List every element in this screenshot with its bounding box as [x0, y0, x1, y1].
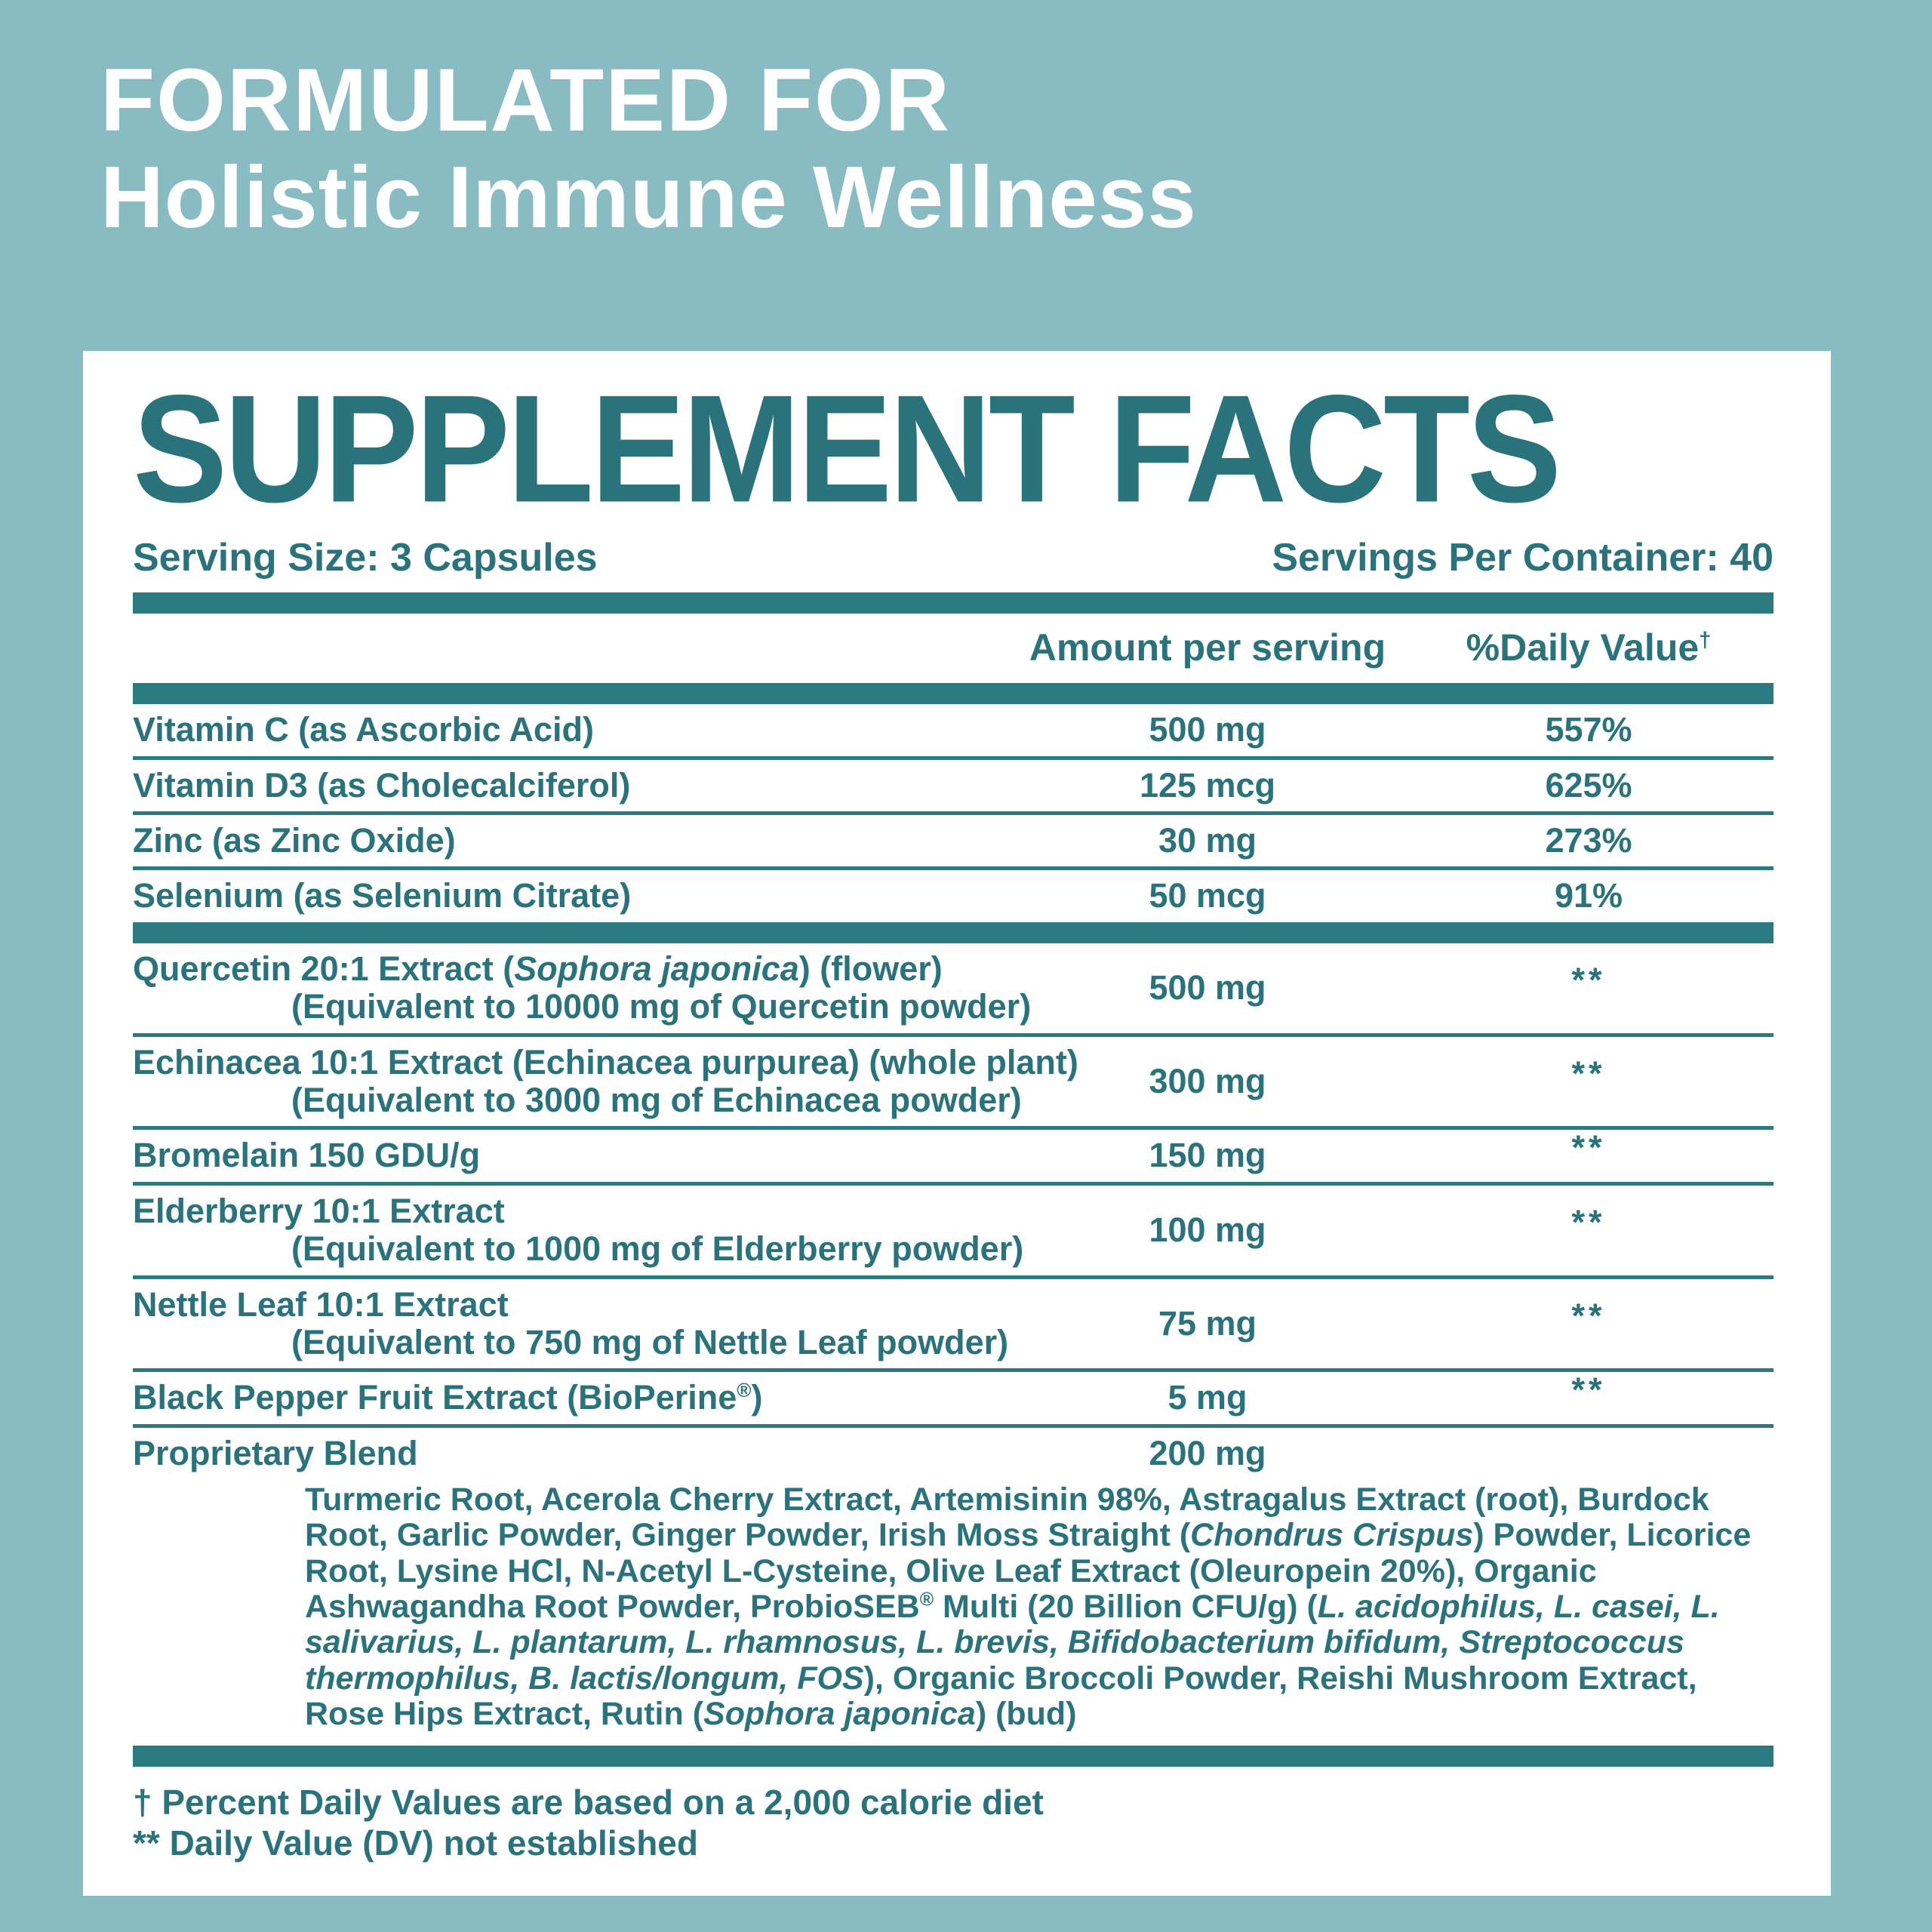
promo-header — [100, 51, 1197, 246]
daily-value: 625% — [1545, 765, 1632, 804]
ingredient-name: Vitamin D3 (as Cholecalciferol) — [133, 765, 631, 804]
table-row — [133, 704, 1774, 755]
table-row — [133, 1186, 1774, 1275]
ingredient-name: Vitamin C (as Ascorbic Acid) — [133, 710, 594, 749]
ingredient-name: Proprietary Blend — [133, 1433, 418, 1472]
dagger-mark: † — [1699, 628, 1712, 653]
column-header-amount: Amount per serving — [1029, 626, 1386, 669]
table-row — [133, 1037, 1774, 1127]
daily-value: ** — [1571, 1054, 1606, 1093]
amount-value: 5 mg — [1168, 1378, 1247, 1417]
footnote-dv-not-established: ** Daily Value (DV) not established — [133, 1823, 698, 1863]
serving-size-label: Serving Size: 3 Capsules — [133, 536, 598, 580]
promo-line-product-benefit: Holistic Immune Wellness — [100, 147, 1197, 246]
ingredient-name: Selenium (as Selenium Citrate) — [133, 876, 632, 915]
ingredient-name: Quercetin 20:1 Extract (Sophora japonica) (flower) (Equivalent to 10000 mg of Quercetin powder) — [133, 949, 1032, 1026]
serving-info-row — [133, 535, 1774, 580]
ingredient-name: Elderberry 10:1 Extract (Equivalent to 1000 mg of Elderberry powder) — [133, 1191, 1024, 1269]
column-header-daily-value: %Daily Value† — [1466, 626, 1712, 669]
ingredient-equivalent: (Equivalent to 750 mg of Nettle Leaf powder) — [291, 1322, 1009, 1361]
divider-bar-top — [133, 592, 1774, 614]
ingredient-equivalent: (Equivalent to 3000 mg of Echinacea powder) — [291, 1080, 1022, 1119]
amount-value: 100 mg — [1149, 1210, 1266, 1249]
amount-value: 300 mg — [1149, 1061, 1266, 1100]
footnotes — [133, 1782, 1774, 1864]
daily-value: 273% — [1545, 821, 1632, 860]
ingredient-name: Black Pepper Fruit Extract (BioPerine®) — [133, 1378, 763, 1417]
amount-value: 75 mg — [1158, 1303, 1257, 1343]
servings-per-container-label: Servings Per Container: 40 — [1272, 536, 1774, 580]
amount-value: 30 mg — [1158, 821, 1257, 860]
facts-rows-botanicals — [133, 943, 1774, 1428]
table-row — [133, 815, 1774, 866]
daily-value: ** — [1571, 1128, 1606, 1168]
amount-value: 50 mcg — [1149, 876, 1266, 915]
ingredient-name: Bromelain 150 GDU/g — [133, 1136, 481, 1175]
supplement-facts-card — [83, 351, 1831, 1896]
divider-bar-header — [133, 683, 1774, 704]
table-row — [133, 870, 1774, 921]
table-row — [133, 1372, 1774, 1423]
blend-description: Turmeric Root, Acerola Cherry Extract, Artemisinin 98%, Astragalus Extract (root), Burdock Root, Garlic Powder, Ginger Powder, Irish Moss Straight (Chondrus Crispus) Powder, Licorice Root, Lysine HCl, N-Acetyl L-Cysteine, Olive Leaf Extract (Oleuropein 20%), Organic Ashwagandha Root Powder, ProbioSEB® Multi (20 Billion CFU/g) (L. acidophilus, L. casei, L. salivarius, L. plantarum, L. rhamnosus, L. brevis, Bifidobacterium bifidum, Streptococcus thermophilus, B. lactis/longum, FOS), Organic Broccoli Powder, Reishi Mushroom Extract, Rose Hips Extract, Rutin (Sophora japonica) (bud) — [305, 1481, 1752, 1732]
daily-value: 557% — [1545, 710, 1632, 749]
ingredient-name: Nettle Leaf 10:1 Extract (Equivalent to 750 mg of Nettle Leaf powder) — [133, 1286, 1011, 1362]
daily-value: ** — [1571, 1371, 1606, 1410]
divider-bar-bottom — [133, 1746, 1774, 1767]
table-row — [133, 1279, 1774, 1369]
amount-value: 500 mg — [1149, 968, 1266, 1007]
amount-value: 500 mg — [1149, 710, 1266, 749]
facts-rows-vitamins — [133, 704, 1774, 922]
daily-value: ** — [1571, 1202, 1606, 1241]
amount-value: 125 mcg — [1139, 765, 1276, 804]
ingredient-name: Echinacea 10:1 Extract (Echinacea purpurea) (whole plant) (Equivalent to 3000 mg of Echinacea powder) — [133, 1042, 1078, 1119]
column-header-row — [133, 614, 1774, 683]
table-row — [133, 943, 1774, 1033]
facts-title: SUPPLEMENT FACTS — [133, 362, 1559, 534]
footnote-daily-value: † Percent Daily Values are based on a 2,000 calorie diet — [133, 1783, 1044, 1823]
promo-line-formulated-for: FORMULATED FOR — [100, 51, 951, 150]
daily-value: ** — [1571, 960, 1606, 999]
table-row — [133, 760, 1774, 811]
daily-value: 91% — [1554, 876, 1623, 915]
proprietary-blend-row — [133, 1428, 1774, 1479]
ingredient-name: Zinc (as Zinc Oxide) — [133, 821, 456, 860]
daily-value: ** — [1571, 1296, 1606, 1335]
divider-bar-middle — [133, 922, 1774, 943]
ingredient-equivalent: (Equivalent to 10000 mg of Quercetin powder) — [291, 987, 1032, 1026]
table-row — [133, 1130, 1774, 1181]
amount-value: 200 mg — [1149, 1433, 1266, 1472]
ingredient-equivalent: (Equivalent to 1000 mg of Elderberry powder) — [291, 1229, 1024, 1269]
amount-value: 150 mg — [1149, 1136, 1266, 1175]
